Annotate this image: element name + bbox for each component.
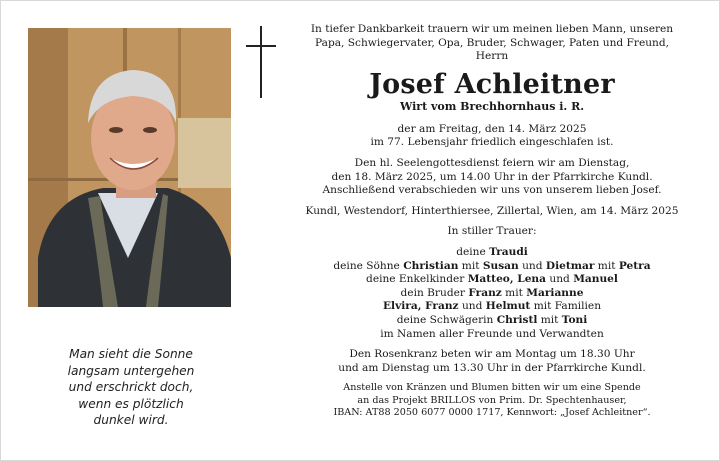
donation-line: an das Projekt BRILLOS von Prim. Dr. Spechtenhauser, [357, 394, 627, 406]
cross-icon [246, 26, 276, 98]
portrait-photo [28, 28, 231, 307]
mourner-line: dein Bruder Franz mit Marianne [400, 286, 584, 299]
mourner-line: deine Enkelkinder Matteo, Lena und Manuel [366, 273, 618, 286]
rosary-line: und am Dienstag um 13.30 Uhr in der Pfarrkirche Kundl. [338, 361, 646, 374]
donation-line: Anstelle von Kränzen und Blumen bitten wir um eine Spende [343, 382, 641, 394]
intro-line: Herrn [475, 50, 509, 63]
portrait-illustration [28, 28, 231, 307]
donation-line: IBAN: AT88 2050 6077 0000 1717, Kennwort: „Josef Achleitner“. [333, 407, 651, 419]
service-line: Anschließend verabschieden wir uns von unserem lieben Josef. [322, 184, 662, 197]
mourner-line: im Namen aller Freunde und Verwandten [380, 327, 604, 340]
poem-line: dunkel wird. [93, 413, 169, 428]
poem [41, 346, 221, 429]
deceased-title: Wirt vom Brechhornhaus i. R. [399, 99, 585, 113]
deceased-name: Josef Achleitner [369, 68, 615, 100]
mourner-line: deine Söhne Christian mit Susan und Dietmar mit Petra [333, 259, 651, 272]
intro-line: In tiefer Dankbarkeit trauern wir um meinen lieben Mann, unseren [310, 23, 674, 35]
intro-line: Papa, Schwiegervater, Opa, Bruder, Schwager, Paten und Freund, [314, 36, 670, 49]
places-date: Kundl, Westendorf, Hinterthiersee, Zillertal, Wien, am 14. März 2025 [305, 204, 679, 217]
poem-line: Man sieht die Sonne [69, 347, 193, 361]
service-line: den 18. März 2025, um 14.00 Uhr in der Pfarrkirche Kundl. [331, 170, 653, 183]
rosary-line: Den Rosenkranz beten wir am Montag um 18.30 Uhr [349, 348, 635, 361]
mourner-line: deine Schwägerin Christl mit Toni [396, 313, 588, 326]
mourner-line: Elvira, Franz und Helmut mit Familien [382, 300, 602, 313]
notice-text-column [274, 23, 710, 420]
poem-line: und erschrickt doch, [68, 380, 194, 395]
mourner-line: deine Traudi [456, 245, 528, 258]
service-line: Den hl. Seelengottesdienst feiern wir am Dienstag, [354, 156, 630, 169]
mourning-header: In stiller Trauer: [447, 225, 537, 238]
death-line: im 77. Lebensjahr friedlich eingeschlafen ist. [370, 136, 614, 149]
poem-line: wenn es plötzlich [78, 396, 184, 411]
poem-line: langsam untergehen [67, 363, 195, 378]
death-line: der am Freitag, den 14. März 2025 [397, 122, 587, 135]
